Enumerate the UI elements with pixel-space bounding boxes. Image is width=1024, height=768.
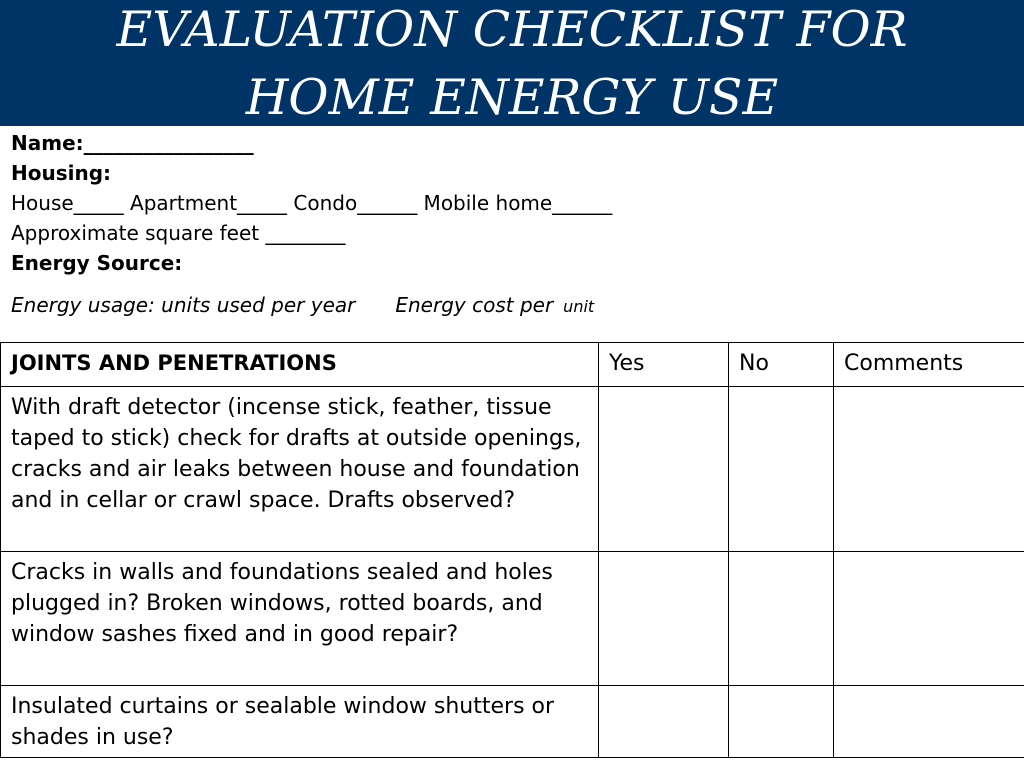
table-row: [1, 552, 1024, 686]
energy-usage-row: [11, 292, 594, 320]
table-header-row: [1, 343, 1024, 387]
checklist-table: [0, 342, 1024, 758]
energy-cost-label: Energy cost per: [395, 293, 554, 317]
column-header-no: No: [729, 343, 834, 387]
checklist-item-text: Insulated curtains or sealable window shutters or shades in use?: [1, 686, 599, 758]
checklist-item-text: Cracks in walls and foundations sealed and holes plugged in? Broken windows, rotted boards, and window sashes fixed and in good repair?: [1, 552, 599, 686]
yes-cell[interactable]: [599, 686, 729, 758]
housing-label: Housing:: [11, 161, 112, 185]
energy-cost-unit: unit: [563, 297, 595, 316]
square-feet-field[interactable]: Approximate square feet ________: [11, 221, 346, 245]
yes-cell[interactable]: [599, 552, 729, 686]
page-title-line-1: EVALUATION CHECKLIST FOR: [116, 1, 908, 58]
column-header-yes: Yes: [599, 343, 729, 387]
energy-source-label: Energy Source:: [11, 251, 183, 275]
checklist-item-text: With draft detector (incense stick, feather, tissue taped to stick) check for drafts at outside openings, cracks and air leaks between house and foundation and in cellar or crawl space. Drafts observed?: [1, 387, 599, 552]
no-cell[interactable]: [729, 552, 834, 686]
energy-usage-label: Energy usage: units used per year: [11, 293, 356, 317]
title-banner: [0, 0, 1024, 126]
name-field[interactable]: Name:_________________: [11, 131, 254, 155]
comments-cell[interactable]: [834, 686, 1024, 758]
comments-cell[interactable]: [834, 552, 1024, 686]
table-row: [1, 686, 1024, 758]
no-cell[interactable]: [729, 387, 834, 552]
column-header-comments: Comments: [834, 343, 1024, 387]
yes-cell[interactable]: [599, 387, 729, 552]
table-row: [1, 387, 1024, 552]
housing-types-field[interactable]: House_____ Apartment_____ Condo______ Mobile home______: [11, 191, 613, 215]
column-header-section: JOINTS AND PENETRATIONS: [1, 343, 599, 387]
page-title-line-2: HOME ENERGY USE: [245, 69, 779, 126]
no-cell[interactable]: [729, 686, 834, 758]
comments-cell[interactable]: [834, 387, 1024, 552]
